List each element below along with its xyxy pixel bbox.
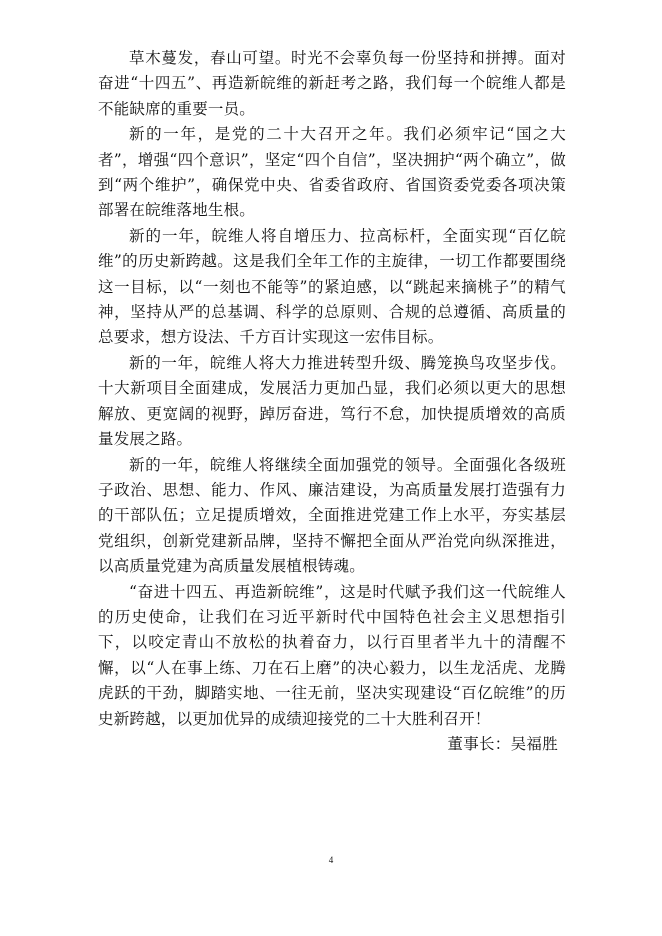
paragraph-conclusion: “奋进十四五、再造新皖维”，这是时代赋予我们这一代皖维人的历史使命，让我们在习近平新时代中国特色社会主义思想指引下，以咬定青山不放松的执着奋力，以行百里者半九十的清醒不懈，以“人在事上练、刀在石上磨”的决心毅力，以生龙活虎、龙腾虎跃的干劲，脚踏实地、一往无前，坚决实现建设“百亿皖维”的历史新跨越，以更加优异的成绩迎接党的二十大胜利召开！ — [98, 582, 566, 728]
paragraph-party-congress: 新的一年，是党的二十大召开之年。我们必须牢记“国之大者”，增强“四个意识”，坚定“四个自信”，坚决拥护“两个确立”，做到“两个维护”，确保党中央、省委省政府、省国资委党委各项决策部署在皖维落地生根。 — [98, 125, 566, 220]
paragraph-party-leadership: 新的一年，皖维人将继续全面加强党的领导。全面强化各级班子政治、思想、能力、作风、廉洁建设，为高质量发展打造强有力的干部队伍；立足提质增效，全面推进党建工作上水平，夯实基层党组织，创新党建新品牌，坚持不懈把全面从严治党向纵深推进，以高质量党建为高质量发展植根铸魂。 — [98, 455, 566, 576]
page-number: 4 — [328, 855, 334, 865]
paragraph-intro: 草木蔓发，春山可望。时光不会辜负每一份坚持和拼搏。面对奋进“十四五”、再造新皖维的新赶考之路，我们每一个皖维人都是不能缺席的重要一员。 — [98, 49, 566, 118]
signature: 董事长：吴福胜 — [447, 735, 558, 753]
paragraph-hundred-billion-goal: 新的一年，皖维人将自增压力、拉高标杆，全面实现“百亿皖维”的历史新跨越。这是我们全年工作的主旋律，一切工作都要围绕这一目标，以“一刻也不能等”的紧迫感，以“跳起来摘桃子”的精气神，坚持从严的总基调、科学的总原则、合规的总遵循、高质量的总要求，想方设法、千方百计实现这一宏伟目标。 — [98, 226, 566, 347]
paragraph-transformation: 新的一年，皖维人将大力推进转型升级、腾笼换鸟攻坚步伐。十大新项目全面建成，发展活力更加凸显，我们必须以更大的思想解放、更宽阔的视野，踔厉奋进，笃行不怠，加快提质增效的高质量发展之路。 — [98, 353, 566, 449]
document-body — [98, 46, 566, 732]
